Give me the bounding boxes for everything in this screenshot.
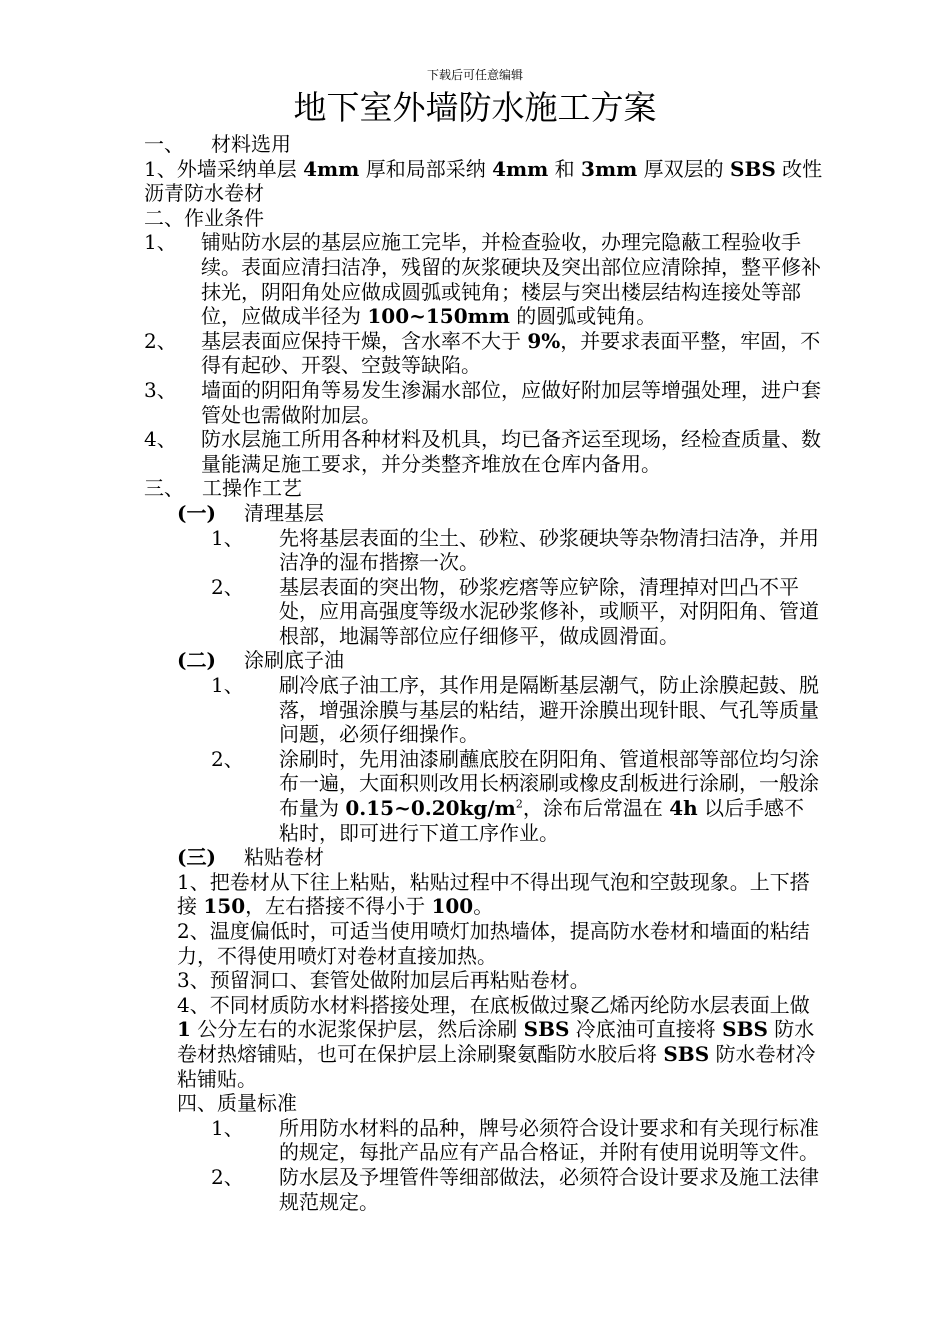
- item-number: 1、: [211, 525, 244, 550]
- bold-run: SBS: [730, 156, 776, 181]
- paragraph: 2、温度偏低时，可适当使用喷灯加热墙体，提高防水卷材和墙面的粘结力，不得使用喷灯对卷材直接加热。: [177, 919, 810, 968]
- item-text: 墙面的阴阳角等易发生渗漏水部位，应做好附加层等增强处理，进户套管处也需做附加层。: [201, 377, 821, 427]
- header-note: 下载后可任意编辑: [426, 68, 523, 82]
- section-2-heading: [144, 206, 824, 231]
- section-4-heading: [177, 1091, 824, 1116]
- bold-run: 0.15~0.20kg/m: [345, 796, 516, 821]
- bold-run: 100: [431, 894, 474, 919]
- section-1-heading: [144, 132, 824, 157]
- item-text: [279, 747, 824, 845]
- item-number: 2、: [144, 328, 177, 353]
- list-item: [211, 1116, 824, 1165]
- subsection-number: (一): [177, 500, 216, 525]
- list-item: [144, 329, 824, 378]
- subsection-title: 清理基层: [244, 500, 324, 525]
- subsection-title: 粘贴卷材: [244, 845, 324, 870]
- paragraph: 3、预留洞口、套管处做附加层后再粘贴卷材。: [177, 968, 590, 993]
- list-item: [211, 673, 824, 747]
- text-run: 。: [473, 894, 494, 919]
- item-text: [201, 230, 824, 328]
- text-run: 基层表面应保持干燥，含水率不大于: [201, 328, 528, 353]
- subsection-3-heading: [177, 845, 824, 870]
- section-title: 材料选用: [211, 132, 291, 156]
- section-title: 工操作工艺: [202, 476, 302, 501]
- section-number: 三、: [144, 476, 184, 501]
- bold-run: 9%: [527, 328, 561, 353]
- subsection-title: 涂刷底子油: [244, 648, 344, 673]
- text-run: 防水卷材热熔铺贴，也可在保护层上涂刷聚氨酯防水胶后将: [177, 1017, 815, 1066]
- bold-run: 1: [177, 1017, 191, 1042]
- bold-run: 100~150mm: [367, 304, 510, 329]
- item-text: 防水层及予埋管件等细部做法，必须符合设计要求及施工法律规范规定。: [279, 1164, 819, 1214]
- text-run: 以后手感不粘时，即可进行下道工序作业。: [279, 796, 805, 845]
- list-item: [211, 575, 824, 649]
- item-number: 1、: [211, 673, 244, 698]
- item-text: 基层表面的突出物，砂浆疙瘩等应铲除，清理掉对凹凸不平处，应用高强度等级水泥砂浆修补，或顺平，对阴阳角、管道根部，地漏等部位应仔细修平，做成圆滑面。: [279, 574, 819, 648]
- bold-run: SBS: [663, 1041, 710, 1066]
- text-run: 改性沥青防水卷材: [144, 156, 823, 206]
- text-run: 1、外墙采纳单层: [144, 156, 304, 181]
- item-number: 2、: [211, 1164, 244, 1189]
- item-number: 2、: [211, 574, 244, 599]
- text-run: 厚双层的: [637, 156, 730, 181]
- document-body: [144, 132, 824, 1214]
- subsection-2-heading: [177, 648, 824, 673]
- section-title: 四、质量标准: [177, 1091, 297, 1116]
- text-run: 涂刷时，先用油漆刷蘸底胶在阴阳角、管道根部等部位均匀涂布一遍，大面积则改用长柄滚刷或橡皮刮板进行涂刷，一般涂布量为: [279, 746, 819, 821]
- item-number: 2、: [211, 746, 244, 771]
- section-title: 二、作业条件: [144, 205, 264, 230]
- text-run: ，涂布后常温在: [522, 796, 670, 821]
- item-text: 刷冷底子油工序，其作用是隔断基层潮气，防止涂膜起鼓、脱落，增强涂膜与基层的粘结，避开涂膜出现针眼、气孔等质量问题，必须仔细操作。: [279, 673, 819, 747]
- subsection-number: (二): [177, 648, 216, 673]
- list-item: [211, 747, 824, 845]
- paragraph: [177, 993, 824, 1091]
- item-number: 4、: [144, 427, 177, 452]
- superscript: 2: [515, 797, 523, 811]
- list-item: [211, 526, 824, 575]
- list-item: [144, 378, 824, 427]
- text-run: 冷底油可直接将: [569, 1017, 723, 1042]
- paragraph: [177, 870, 824, 919]
- list-item: [211, 1165, 824, 1214]
- bold-run: 4mm: [303, 156, 360, 181]
- text-run: 厚和局部采纳: [359, 156, 493, 181]
- text-run: 1、把卷材从下往上粘贴，粘贴过程中不得出现气泡和空鼓现象。上下搭接: [177, 869, 810, 919]
- bold-run: SBS: [523, 1017, 570, 1042]
- section-number: 一、: [144, 132, 184, 156]
- item-number: 3、: [144, 377, 177, 402]
- text-run: 铺贴防水层的基层应施工完毕，并检查验收，办理完隐蔽工程验收手续。表面应清扫洁净，残留的灰浆硬块及突出部位应清除掉，整平修补抹光，阴阳角处应做成圆弧或钝角；楼层与突出楼层结构连接处等部位，应做成半径为: [201, 230, 821, 329]
- list-item: [144, 230, 824, 328]
- list-item: [144, 427, 824, 476]
- bold-run: 3mm: [581, 156, 638, 181]
- subsection-1-heading: [177, 501, 824, 526]
- section-3-heading: [144, 476, 824, 501]
- item-text: 先将基层表面的尘土、砂粒、砂浆硬块等杂物清扫洁净，并用洁净的湿布揩擦一次。: [279, 525, 819, 575]
- text-run: ，并要求表面平整，牢固，不得有起砂、开裂、空鼓等缺陷。: [201, 328, 821, 378]
- text-run: ，左右搭接不得小于: [245, 894, 432, 919]
- bold-run: 4h: [669, 796, 698, 821]
- text-run: 公分左右的水泥浆保护层，然后涂刷: [190, 1017, 524, 1042]
- item-number: 1、: [211, 1115, 244, 1140]
- document-title: 地下室外墙防水施工方案: [293, 88, 657, 127]
- bold-run: SBS: [722, 1017, 768, 1042]
- item-text: [201, 329, 824, 378]
- subsection-number: (三): [177, 845, 216, 870]
- text-run: 4、不同材质防水材料搭接处理，在底板做过聚乙烯丙纶防水层表面上做: [177, 992, 810, 1017]
- item-number: 1、: [144, 230, 177, 255]
- item-text: 防水层施工所用各种材料及机具，均已备齐运至现场，经检查质量、数量能满足施工要求，并分类整齐堆放在仓库内备用。: [201, 427, 821, 476]
- bold-run: 4mm: [492, 156, 549, 181]
- item-text: 所用防水材料的品种，牌号必须符合设计要求和有关现行标准的规定，每批产品应有产品合格证，并附有使用说明等文件。: [279, 1115, 819, 1165]
- bold-run: 150: [203, 894, 246, 919]
- text-run: 的圆弧或钝角。: [509, 304, 657, 329]
- section-1-paragraph: [144, 157, 824, 206]
- text-run: 防水卷材冷粘铺贴。: [177, 1041, 816, 1091]
- text-run: 和: [548, 156, 582, 181]
